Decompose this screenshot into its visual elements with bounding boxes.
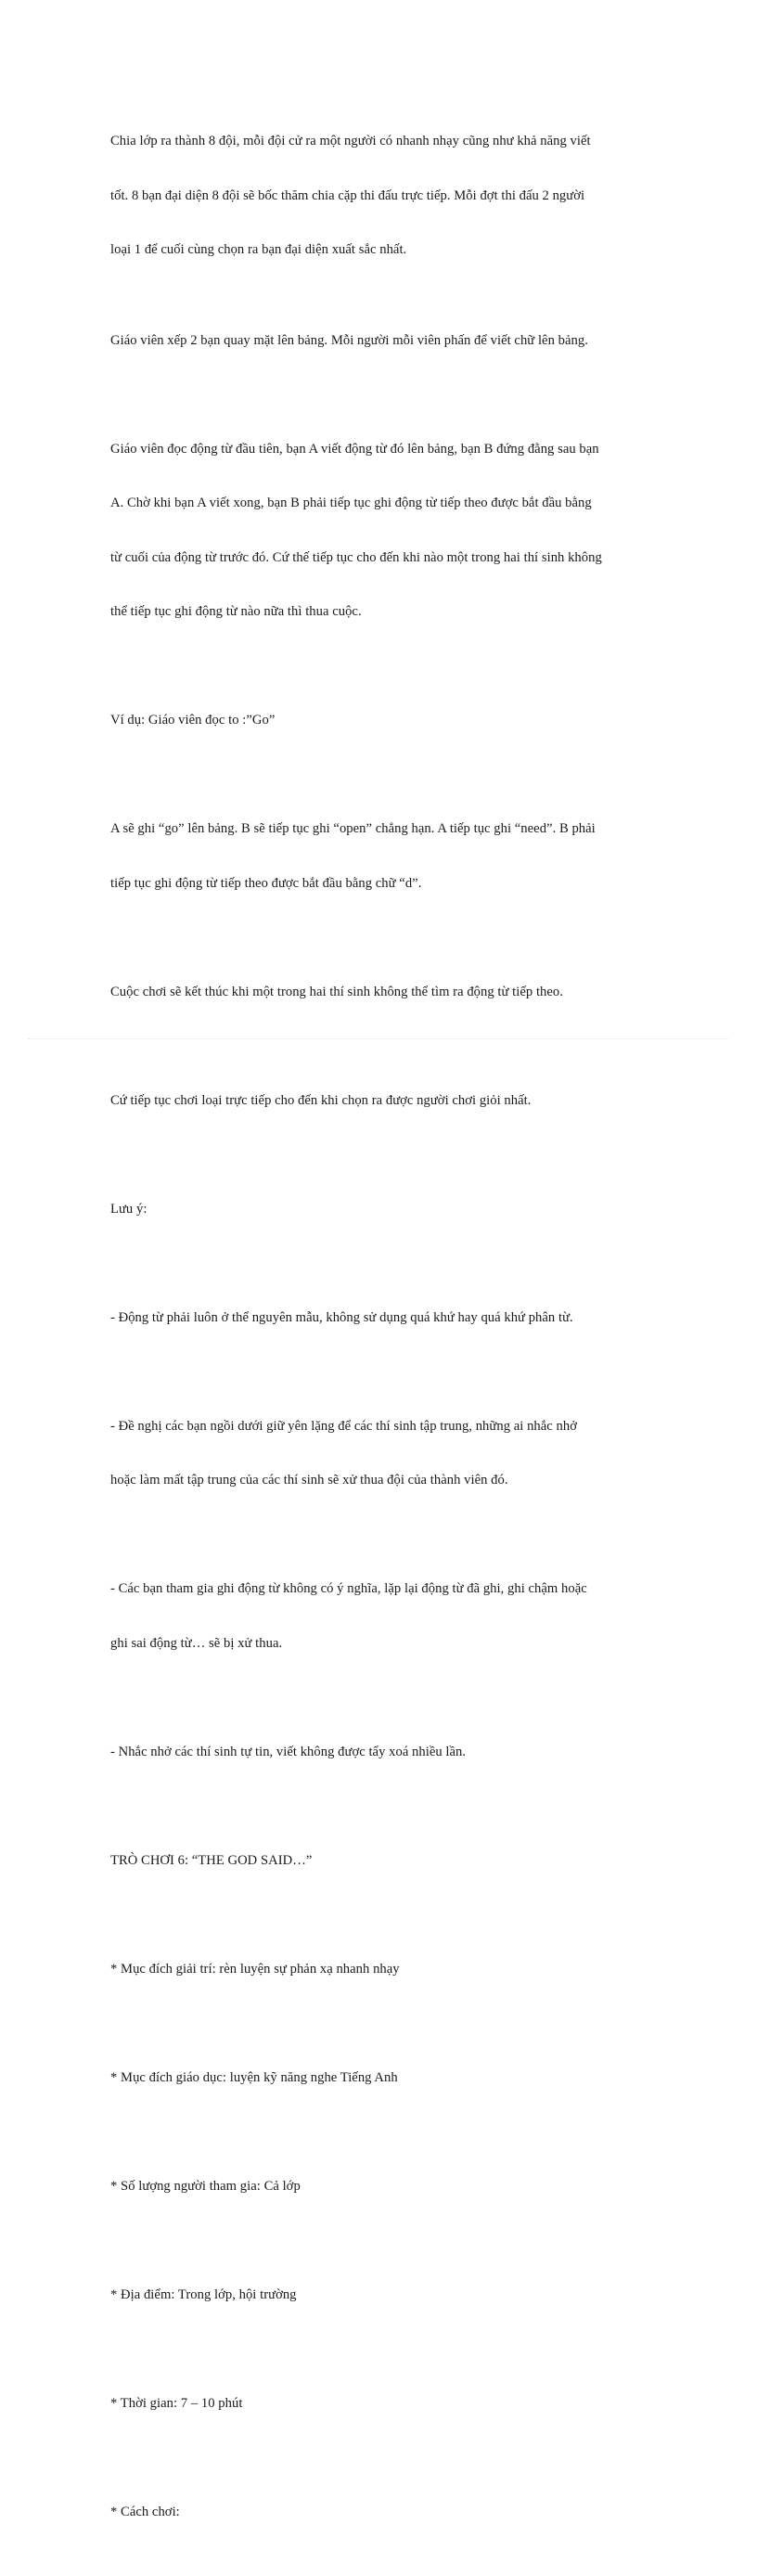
text-line: Chia lớp ra thành 8 đội, mỗi đội cử ra một người có nhanh nhạy cũng như khả năng viết — [110, 134, 591, 148]
text-line: * Mục đích giải trí: rèn luyện sự phản xạ nhanh nhạy — [110, 1961, 400, 1977]
paragraph-setup — [110, 296, 648, 387]
text-line: Cứ tiếp tục chơi loại trực tiếp cho đến khi chọn ra được người chơi giỏi nhất. — [110, 1092, 532, 1108]
paragraph-end-condition — [110, 947, 648, 1038]
text-line: - Động từ phải luôn ở thể nguyên mẫu, không sử dụng quá khứ hay quá khứ phân từ. — [110, 1309, 573, 1325]
text-line: Giáo viên đọc động từ đầu tiên, bạn A viết động từ đó lên bảng, bạn B đứng đằng sau bạn — [110, 441, 599, 457]
text-line: từ cuối của động từ trước đó. Cứ thế tiếp tục cho đến khi nào một trong hai thí sinh không — [110, 549, 602, 565]
text-line: tiếp tục ghi động từ tiếp theo được bắt đầu bằng chữ “d”. — [110, 875, 422, 891]
game-detail-item — [110, 2033, 648, 2124]
text-line: thể tiếp tục ghi động từ nào nữa thì thua cuộc. — [110, 604, 362, 619]
page-bottom-edge — [28, 1038, 729, 1039]
text-line: Lưu ý: — [110, 1201, 148, 1217]
text-line: * Thời gian: 7 – 10 phút — [110, 2395, 243, 2411]
text-line: A. Chờ khi bạn A viết xong, bạn B phải tiếp tục ghi động từ tiếp theo được bắt đầu bằng — [110, 496, 592, 510]
note-item — [110, 1382, 648, 1526]
text-line: - Nhắc nhở các thí sinh tự tin, viết không được tẩy xoá nhiều lần. — [110, 1744, 467, 1759]
text-line: loại 1 để cuối cùng chọn ra bạn đại diện xuất sắc nhất. — [110, 242, 407, 257]
text-line: Ví dụ: Giáo viên đọc to :”Go” — [110, 713, 276, 728]
text-line: Cuộc chơi sẽ kết thúc khi một trong hai thí sinh không thể tìm ra động từ tiếp theo. — [110, 984, 563, 999]
paragraph-rules — [110, 405, 648, 658]
paragraph-example — [110, 676, 648, 766]
text-line: A sẽ ghi “go” lên bảng. B sẽ tiếp tục ghi “open” chẳng hạn. A tiếp tục ghi “need”. B phải — [110, 821, 596, 836]
game-detail-item — [110, 2142, 648, 2233]
note-item — [110, 1273, 648, 1364]
paragraph-example-detail — [110, 784, 648, 929]
game-detail-item — [110, 2467, 648, 2558]
game-title — [110, 1816, 648, 1907]
text-line: * Cách chơi: — [110, 2504, 180, 2519]
text-line: * Số lượng người tham gia: Cả lớp — [110, 2178, 301, 2194]
text-line: ghi sai động từ… sẽ bị xử thua. — [110, 1635, 283, 1651]
text-line: TRÒ CHƠI 6: “THE GOD SAID…” — [110, 1852, 313, 1868]
game-detail-item — [110, 1925, 648, 2016]
game-detail-item — [110, 2250, 648, 2341]
text-line: - Các bạn tham gia ghi động từ không có ý nghĩa, lặp lại động từ đã ghi, ghi chậm hoặc — [110, 1581, 587, 1596]
paragraph-intro — [110, 97, 648, 296]
text-line: Giáo viên xếp 2 bạn quay mặt lên bảng. Mỗi người mỗi viên phấn để viết chữ lên bảng. — [110, 332, 588, 348]
paragraph-continue — [110, 1056, 648, 1147]
text-line: * Mục đích giáo dục: luyện kỹ năng nghe Tiếng Anh — [110, 2069, 398, 2085]
text-line: - Đề nghị các bạn ngồi dưới giữ yên lặng để các thí sinh tập trung, những ai nhắc nhở — [110, 1418, 577, 1434]
text-line: tốt. 8 bạn đại diện 8 đội sẽ bốc thăm chia cặp thi đấu trực tiếp. Mỗi đợt thi đấu 2 người — [110, 187, 585, 203]
note-item — [110, 1544, 648, 1689]
document-body — [110, 97, 648, 2576]
text-line: hoặc làm mất tập trung của các thí sinh sẽ xử thua đội của thành viên đó. — [110, 1473, 508, 1488]
note-heading — [110, 1165, 648, 1256]
note-item — [110, 1707, 648, 1798]
game-detail-item — [110, 2359, 648, 2450]
text-line: * Địa điểm: Trong lớp, hội trường — [110, 2286, 297, 2302]
